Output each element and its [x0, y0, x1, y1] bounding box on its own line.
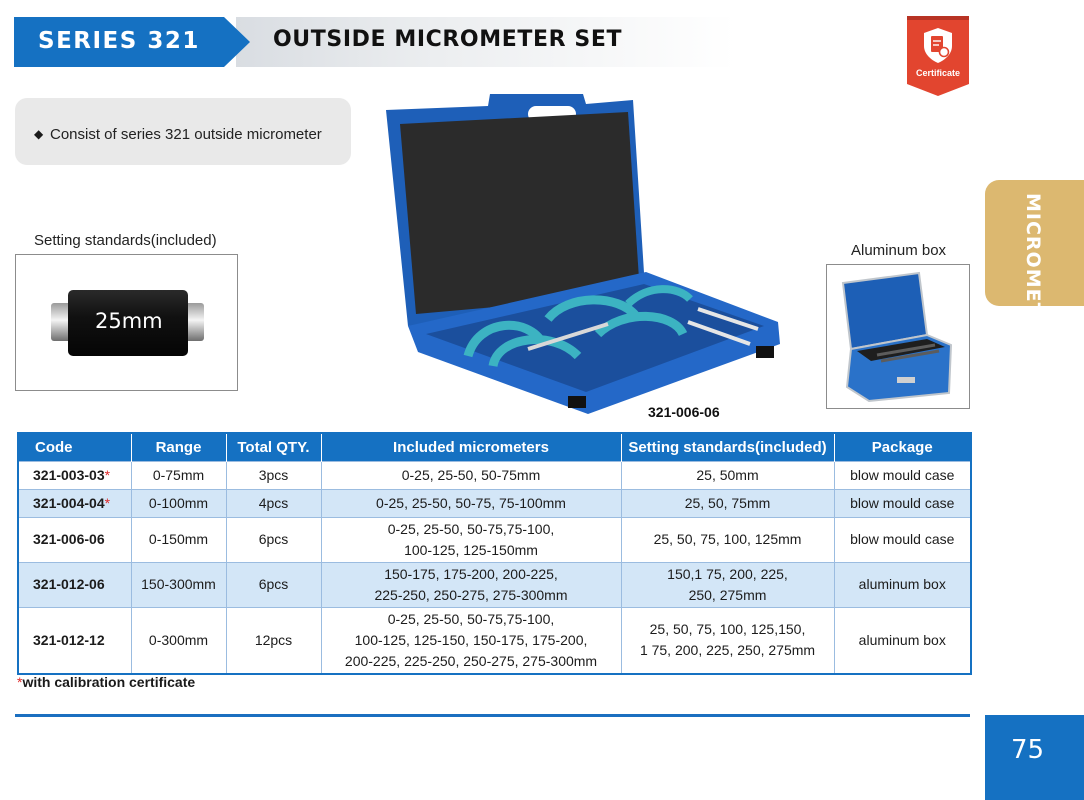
- certificate-badge: [907, 16, 969, 96]
- column-header-micrometers: Included micrometers: [321, 433, 621, 461]
- page-title: OUTSIDE MICROMETER SET: [273, 27, 623, 52]
- code-text: 321-012-12: [33, 631, 105, 648]
- cell-range: 0-300mm: [131, 607, 226, 674]
- cell-qty: 3pcs: [226, 461, 321, 489]
- table-row: [18, 461, 971, 489]
- cell-package: aluminum box: [834, 607, 971, 674]
- code-text: 321-003-03: [33, 466, 105, 483]
- setting-standard-size: 25mm: [95, 309, 163, 333]
- cell-package: blow mould case: [834, 517, 971, 562]
- series-label: SERIES 321: [38, 28, 200, 54]
- table-row: [18, 562, 971, 607]
- micrometer-case-icon: [378, 94, 788, 424]
- cell-standards: 150,1 75, 200, 225, 250, 275mm: [621, 562, 834, 607]
- cell-standards: 25, 50, 75mm: [621, 489, 834, 517]
- series-tab: [14, 17, 250, 67]
- column-header-code: Code: [18, 433, 131, 461]
- aluminum-box-caption: Aluminum box: [851, 242, 947, 259]
- cell-qty: 6pcs: [226, 517, 321, 562]
- cell-range: 0-100mm: [131, 489, 226, 517]
- micrometer-case-image: [378, 94, 788, 429]
- cell-standards: 25, 50mm: [621, 461, 834, 489]
- footnote: [17, 674, 195, 690]
- spec-table: [17, 432, 972, 675]
- column-header-package: Package: [834, 433, 971, 461]
- cell-code: [18, 517, 131, 562]
- page-number: 75: [1010, 735, 1045, 765]
- certificate-star: *: [104, 494, 111, 511]
- cell-package: blow mould case: [834, 461, 971, 489]
- cell-micrometers: 150-175, 175-200, 200-225, 225-250, 250-275, 275-300mm: [321, 562, 621, 607]
- aluminum-case-icon: [827, 265, 969, 408]
- cell-code: [18, 562, 131, 607]
- side-category-label: MICROMETER: [1022, 193, 1044, 347]
- cell-qty: 12pcs: [226, 607, 321, 674]
- setting-standards-caption: Setting standards(included): [34, 232, 217, 249]
- table-row: [18, 489, 971, 517]
- cell-code: [18, 461, 131, 489]
- certificate-icon: [907, 16, 969, 96]
- cell-standards: 25, 50, 75, 100, 125,150, 1 75, 200, 225, 250, 275mm: [621, 607, 834, 674]
- table-row: [18, 607, 971, 674]
- footnote-star: *: [17, 674, 23, 690]
- feature-text: Consist of series 321 outside micrometer: [50, 126, 322, 143]
- code-text: 321-006-06: [33, 531, 105, 547]
- column-header-qty: Total QTY.: [226, 433, 321, 461]
- column-header-range: Range: [131, 433, 226, 461]
- cell-range: 0-150mm: [131, 517, 226, 562]
- case-model-code: 321-006-06: [648, 404, 720, 420]
- cell-micrometers: 0-25, 25-50, 50-75mm: [321, 461, 621, 489]
- cell-standards: 25, 50, 75, 100, 125mm: [621, 517, 834, 562]
- diamond-bullet-icon: ◆: [34, 127, 44, 141]
- column-header-standards: Setting standards(included): [621, 433, 834, 461]
- table-header-row: [18, 433, 971, 461]
- cell-code: [18, 607, 131, 674]
- cell-range: 0-75mm: [131, 461, 226, 489]
- table-row: [18, 517, 971, 562]
- cell-package: aluminum box: [834, 562, 971, 607]
- cell-micrometers: 0-25, 25-50, 50-75,75-100, 100-125, 125-150, 150-175, 175-200, 200-225, 225-250, 250-275, 275-300mm: [321, 607, 621, 674]
- footnote-text: with calibration certificate: [22, 674, 196, 690]
- cell-qty: 6pcs: [226, 562, 321, 607]
- bottom-divider: [15, 714, 970, 717]
- cell-micrometers: 0-25, 25-50, 50-75, 75-100mm: [321, 489, 621, 517]
- cell-code: [18, 489, 131, 517]
- cell-package: blow mould case: [834, 489, 971, 517]
- code-text: 321-012-06: [33, 576, 105, 592]
- cell-qty: 4pcs: [226, 489, 321, 517]
- aluminum-box-image: [826, 264, 970, 409]
- certificate-label: Certificate: [915, 68, 960, 78]
- code-text: 321-004-04: [33, 494, 105, 511]
- cell-micrometers: 0-25, 25-50, 50-75,75-100, 100-125, 125-150mm: [321, 517, 621, 562]
- certificate-star: *: [104, 466, 111, 483]
- cell-range: 150-300mm: [131, 562, 226, 607]
